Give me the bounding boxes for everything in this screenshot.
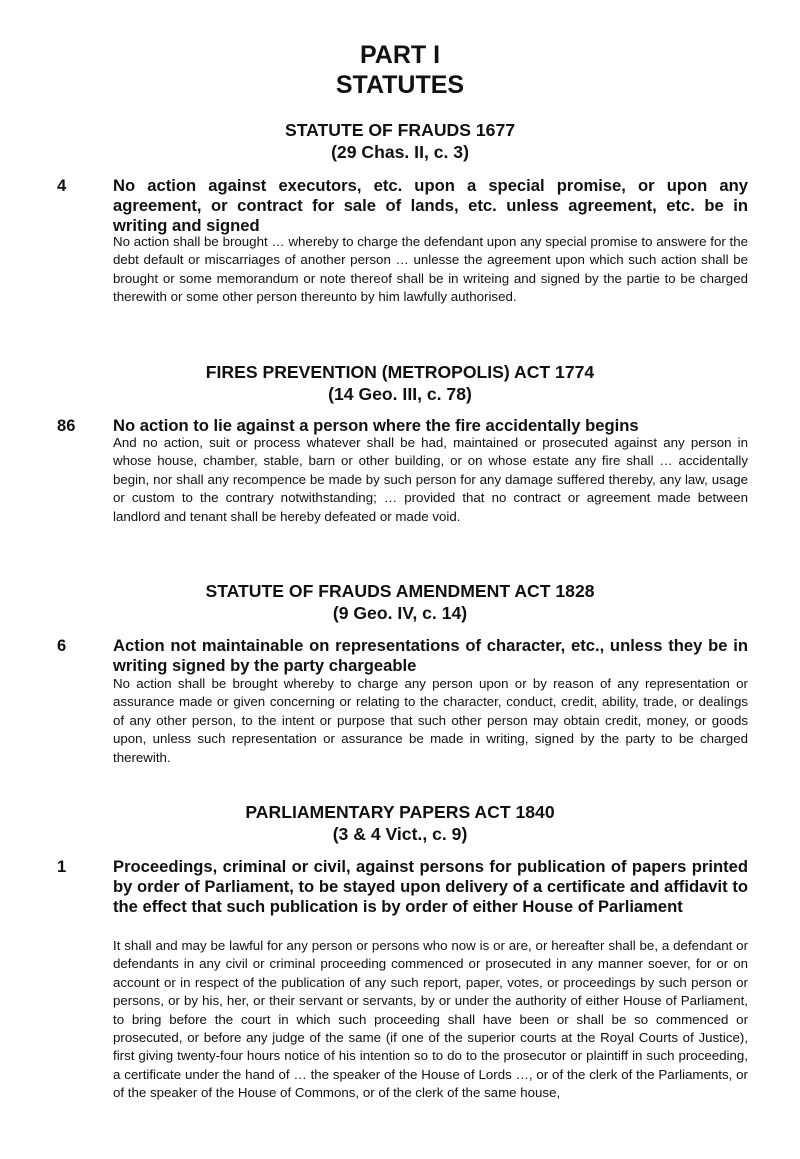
act-title: PARLIAMENTARY PAPERS ACT 1840 (245, 802, 555, 822)
act-heading (0, 580, 800, 624)
part-number: PART I (359, 41, 441, 69)
part-subtitle: STATUTES (335, 71, 465, 99)
section-body: It shall and may be lawful for any person or persons who now is or are, or hereafter shall be, a defendant or defendants in any civil or criminal proceeding commenced or prosecuted in any manner soever, for or on account or in respect of the publication of any such report, paper, votes, or proceedings by such person or persons, or by his, her, or their servant or servants, by or under the authority of either House of Parliament, to bring before the court in which such proceeding shall have been or shall be so commenced or prosecuted, or before any judge of the same (if one of the superior courts at the Royal Courts of Justice), first giving twenty-four hours notice of his intention so to do to the prosecutor or plaintiff in such proceeding, a certificate under the hand of … the speaker of the House of Lords …, or of the clerk of the Parliaments, or of the speaker of the House of Commons, or of the clerk of the same house, (113, 938, 748, 1101)
act-citation: (14 Geo. III, c. 78) (328, 384, 472, 404)
act-title: FIRES PREVENTION (METROPOLIS) ACT 1774 (205, 362, 595, 382)
section-heading: Action not maintainable on representations of character, etc., unless they be in writing signed by the party chargeable (113, 636, 748, 675)
act-heading (0, 361, 800, 405)
act-heading (0, 801, 800, 845)
act-heading (0, 119, 800, 163)
section-heading: No action against executors, etc. upon a special promise, or upon any agreement, or contract for sale of lands, etc. unless agreement, etc. be in writing and signed (113, 176, 748, 235)
part-title (0, 40, 800, 100)
act-title: STATUTE OF FRAUDS 1677 (284, 120, 516, 140)
section-number: 86 (57, 416, 76, 435)
section-body: No action shall be brought … whereby to charge the defendant upon any special promise to answere for the debt default or miscarriages of another person … unlesse the agreement upon which such action shall be brought or some memorandum or note thereof shall be in writeing and signed by the partie to be charged therewith or some other person thereunto by him lawfully authorised. (113, 234, 748, 305)
section-number: 4 (57, 176, 67, 195)
act-title: STATUTE OF FRAUDS AMENDMENT ACT 1828 (205, 581, 595, 601)
act-citation: (9 Geo. IV, c. 14) (332, 603, 468, 623)
act-citation: (29 Chas. II, c. 3) (331, 142, 469, 162)
section-number: 6 (57, 636, 67, 655)
section-heading: No action to lie against a person where the fire accidentally begins (113, 416, 639, 435)
section-body: No action shall be brought whereby to charge any person upon or by reason of any representation or assurance made or given concerning or relating to the character, conduct, credit, ability, trade, or dealings of any other person, to the intent or purpose that such other person may obtain credit, money, or goods upon, unless such representation or assurance be made in writing, signed by the party to be charged therewith. (113, 676, 748, 765)
section-number: 1 (57, 857, 67, 876)
act-citation: (3 & 4 Vict., c. 9) (332, 824, 468, 844)
section-body: And no action, suit or process whatever shall be had, maintained or prosecuted against any person in whose house, chamber, stable, barn or other building, or on whose estate any fire shall … accidentally begin, nor shall any recompence be made by such person for any damage suffered thereby, any law, usage or custom to the contrary notwithstanding; … provided that no contract or agreement made between landlord and tenant shall be hereby defeated or made void. (113, 435, 748, 524)
section-heading: Proceedings, criminal or civil, against persons for publication of papers printed by order of Parliament, to be stayed upon delivery of a certificate and affidavit to the effect that such publication is by order of either House of Parliament (113, 857, 748, 916)
